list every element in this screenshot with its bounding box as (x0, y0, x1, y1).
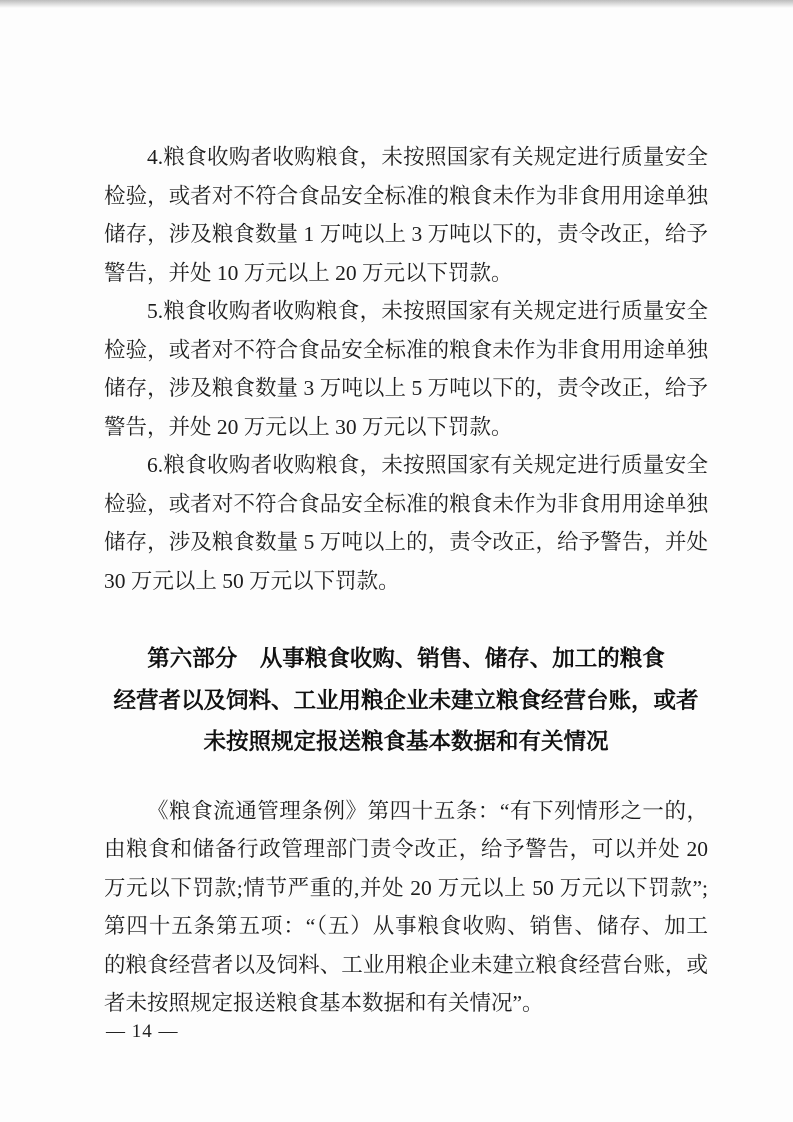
text-line: 警告，并处 10 万元以上 20 万元以下罚款。 (104, 260, 513, 285)
text-line: 者未按照规定报送粮食基本数据和有关情况”。 (104, 991, 544, 1015)
text-line: 《粮食流通管理条例》第四十五条：“有下列情形之一的， (147, 798, 708, 823)
scan-edge-artifact (0, 0, 793, 8)
text-line: 警告，并处 20 万元以上 30 万元以下罚款。 (104, 414, 513, 439)
penalty-item-6 (104, 446, 708, 600)
text-line: 储存，涉及粮食数量 1 万吨以上 3 万吨以下的，责令改正，给予 (104, 222, 708, 246)
text-line: 4.粮食收购者收购粮食，未按照国家有关规定进行质量安全 (147, 145, 708, 169)
penalty-item-4 (104, 138, 708, 292)
text-line: 第四十五条第五项：“（五）从事粮食收购、销售、储存、加工 (104, 914, 708, 938)
text-line: 万元以下罚款;情节严重的,并处 20 万元以上 50 万元以下罚款”; (104, 875, 708, 900)
section-heading-line: 经营者以及饲料、工业用粮企业未建立粮食经营台账，或者 (113, 687, 699, 713)
page-number: — 14 — (106, 1021, 179, 1042)
section-heading-line: 第六部分 从事粮食收购、销售、储存、加工的粮食 (147, 646, 665, 671)
text-line: 30 万元以上 50 万元以下罚款。 (104, 568, 400, 593)
page-content (104, 138, 708, 1023)
text-line: 检验，或者对不符合食品安全标准的粮食未作为非食用用途单独 (104, 491, 708, 516)
text-line: 6.粮食收购者收购粮食，未按照国家有关规定进行质量安全 (147, 453, 708, 477)
text-line: 检验，或者对不符合食品安全标准的粮食未作为非食用用途单独 (104, 337, 708, 362)
text-line: 检验，或者对不符合食品安全标准的粮食未作为非食用用途单独 (104, 183, 708, 208)
text-line: 储存，涉及粮食数量 5 万吨以上的，责令改正，给予警告，并处 (104, 530, 708, 554)
regulation-citation (104, 792, 708, 1023)
text-line: 储存，涉及粮食数量 3 万吨以上 5 万吨以下的，责令改正，给予 (104, 376, 708, 400)
penalty-item-5 (104, 292, 708, 446)
text-line: 5.粮食收购者收购粮食，未按照国家有关规定进行质量安全 (147, 299, 708, 323)
section-heading-line: 未按照规定报送粮食基本数据和有关情况 (203, 729, 609, 754)
section-heading (104, 638, 708, 763)
text-line: 由粮食和储备行政管理部门责令改正，给予警告，可以并处 20 (104, 837, 708, 861)
text-line: 的粮食经营者以及饲料、工业用粮企业未建立粮食经营台账，或 (104, 952, 708, 977)
